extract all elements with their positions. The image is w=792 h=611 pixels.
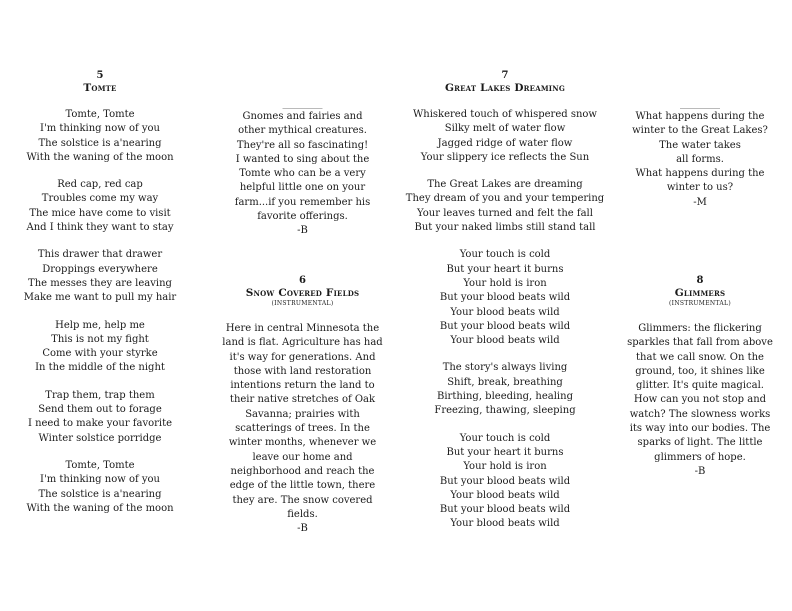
description-text	[200, 322, 405, 522]
lyric-line: Silky melt of water flow	[444, 123, 566, 135]
stanza	[405, 248, 605, 348]
lyric-line: The mice have come to visit	[29, 207, 171, 219]
stanza	[405, 432, 605, 532]
lyric-line: Your blood beats wild	[450, 335, 560, 347]
divider: ________	[282, 98, 323, 109]
lyric-line: The messes they are leaving	[28, 277, 172, 289]
text-line: ground, too, it shines like	[635, 365, 765, 377]
text-line: glimmers of hope.	[654, 451, 746, 463]
lyric-line: I'm thinking now of you	[40, 474, 160, 486]
signature: -B	[297, 523, 308, 535]
lyric-line: Tomte, Tomte	[65, 109, 135, 120]
song-title: Tomte	[83, 82, 117, 94]
text-line: scatterings of trees. In the	[235, 423, 370, 435]
lyric-line: The Great Lakes are dreaming	[427, 179, 583, 191]
stanza	[0, 389, 200, 446]
text-line: winter to us?	[666, 182, 734, 194]
stanza	[405, 361, 605, 418]
lyric-line: Your blood beats wild	[450, 518, 560, 530]
signature: -M	[693, 196, 707, 208]
text-line: all forms.	[676, 153, 724, 165]
song-great-lakes-dreaming	[405, 70, 605, 532]
signature: -B	[297, 225, 308, 237]
lyric-line: Freezing, thawing, sleeping	[434, 405, 576, 417]
text-line: Glimmers: the flickering	[638, 323, 762, 334]
lyric-line: Shift, break, breathing	[447, 376, 563, 388]
stanza	[0, 459, 200, 516]
lyric-line: The solstice is a'nearing	[38, 137, 162, 149]
lyric-line: This drawer that drawer	[37, 249, 163, 261]
lyric-line: This is not my fight	[51, 333, 149, 345]
song-tomte	[0, 70, 200, 516]
stanza	[405, 108, 605, 165]
text-line: They're all so fascinating!	[236, 139, 369, 151]
text-line: Here in central Minnesota the	[225, 323, 380, 334]
stanza	[0, 248, 200, 305]
lyric-line: Jagged ridge of water flow	[437, 137, 573, 149]
lyric-line: Send them out to forage	[38, 404, 162, 416]
text-line: winter months, whenever we	[228, 437, 377, 449]
text-line: land is flat. Agriculture has had	[222, 337, 383, 349]
text-line: Tomte who can be a very	[239, 168, 366, 180]
text-line: those with land restoration	[233, 365, 372, 377]
text-line: sparkles that fall from above	[627, 337, 773, 349]
song-number: 6	[299, 275, 306, 286]
lyric-line: Help me, help me	[55, 319, 145, 331]
text-line: intentions return the land to	[230, 380, 375, 392]
lyric-line: I'm thinking now of you	[40, 123, 160, 135]
stanza	[0, 108, 200, 165]
text-line: they are. The snow covered	[232, 494, 373, 506]
lyric-line: I need to make your favorite	[27, 418, 173, 430]
stanza	[405, 178, 605, 235]
text-line: I wanted to sing about the	[235, 153, 370, 165]
lyric-line: Your touch is cold	[459, 432, 551, 444]
text-line: its way into our bodies. The	[629, 423, 771, 435]
lyric-line: Your slippery ice reflects the Sun	[420, 151, 590, 163]
lyric-line: They dream of you and your tempering	[405, 193, 605, 205]
lyric-line: Your hold is iron	[463, 461, 547, 473]
lyric-line: Your touch is cold	[459, 249, 551, 261]
text-line: neighborhood and reach the	[230, 465, 375, 477]
text-line: Savanna; prairies with	[245, 408, 360, 420]
lyric-line: Your leaves turned and felt the fall	[417, 207, 593, 219]
text-line: farm...if you remember his	[234, 196, 371, 208]
text-line: other mythical creatures.	[238, 125, 367, 137]
divider: ________	[680, 98, 720, 109]
lyric-line: Your blood beats wild	[450, 306, 560, 318]
lyric-line: Birthing, bleeding, healing	[437, 391, 573, 403]
song-title: Great Lakes Dreaming	[444, 82, 566, 94]
lyric-line: Whiskered touch of whispered snow	[413, 109, 597, 120]
text-line: watch? The slowness works	[629, 408, 771, 420]
song-title: Glimmers	[674, 287, 726, 299]
text-line: fields.	[287, 508, 318, 520]
song-number: 5	[96, 70, 104, 81]
text-line: favorite offerings.	[257, 211, 348, 223]
description-text	[610, 322, 790, 465]
lyric-line: But your naked limbs still stand tall	[414, 222, 596, 234]
lyric-line: But your blood beats wild	[439, 504, 571, 516]
text-line: glitter. It's quite magical.	[636, 380, 764, 392]
lyric-line: But your blood beats wild	[439, 292, 571, 304]
tomte-note	[200, 98, 405, 239]
lyric-line: Winter solstice porridge	[38, 432, 162, 444]
text-line: winter to the Great Lakes?	[632, 125, 768, 137]
text-line: What happens during the	[635, 168, 765, 180]
stanza	[0, 319, 200, 376]
text-line: that we call snow. On the	[636, 351, 764, 363]
lyric-line: Red cap, red cap	[57, 179, 143, 191]
signature: -B	[694, 465, 706, 477]
text-line: How can you not stop and	[633, 394, 767, 406]
lyric-line: But your heart it burns	[446, 446, 564, 458]
text-line: it's way for generations. And	[229, 351, 376, 363]
lyric-line: Droppings everywhere	[42, 263, 158, 275]
note-text	[200, 110, 405, 224]
lyric-line: Your hold is iron	[463, 277, 547, 289]
instrumental-snow-covered-fields	[200, 275, 405, 536]
text-line: Gnomes and fairies and	[242, 111, 363, 122]
lyric-line: But your blood beats wild	[439, 475, 571, 487]
note-text	[610, 110, 790, 196]
lyric-line: With the waning of the moon	[26, 151, 174, 163]
text-line: helpful little one on your	[239, 182, 366, 194]
lyric-line: Troubles come my way	[41, 193, 159, 205]
text-line: their native stretches of Oak	[229, 394, 376, 406]
lyric-line: Tomte, Tomte	[65, 459, 135, 471]
song-subtitle: (INSTRUMENTAL)	[669, 300, 731, 307]
text-line: The water takes	[659, 139, 741, 151]
song-number: 8	[696, 275, 704, 286]
lyric-line: Your blood beats wild	[450, 489, 560, 501]
instrumental-glimmers	[610, 275, 790, 479]
lyric-line: And I think they want to stay	[26, 222, 174, 234]
lyric-line: With the waning of the moon	[26, 502, 174, 514]
text-line: edge of the little town, there	[229, 480, 376, 492]
lyric-line: The solstice is a'nearing	[38, 488, 162, 500]
song-number: 7	[501, 70, 509, 81]
lyric-line: Trap them, trap them	[45, 389, 155, 401]
lyric-line: The story's always living	[442, 362, 568, 374]
song-subtitle: (INSTRUMENTAL)	[271, 300, 334, 307]
lyric-line: But your blood beats wild	[439, 320, 571, 332]
lyric-line: In the middle of the night	[35, 362, 165, 374]
lyric-line: Make me want to pull my hair	[23, 292, 177, 304]
lyric-line: But your heart it burns	[446, 263, 564, 275]
stanza	[0, 178, 200, 235]
text-line: What happens during the	[635, 111, 765, 122]
great-lakes-note	[610, 98, 790, 210]
text-line: leave our home and	[252, 451, 353, 463]
song-title: Snow Covered Fields	[245, 287, 360, 299]
text-line: sparks of light. The little	[637, 437, 763, 449]
lyric-line: Come with your styrke	[42, 348, 158, 360]
